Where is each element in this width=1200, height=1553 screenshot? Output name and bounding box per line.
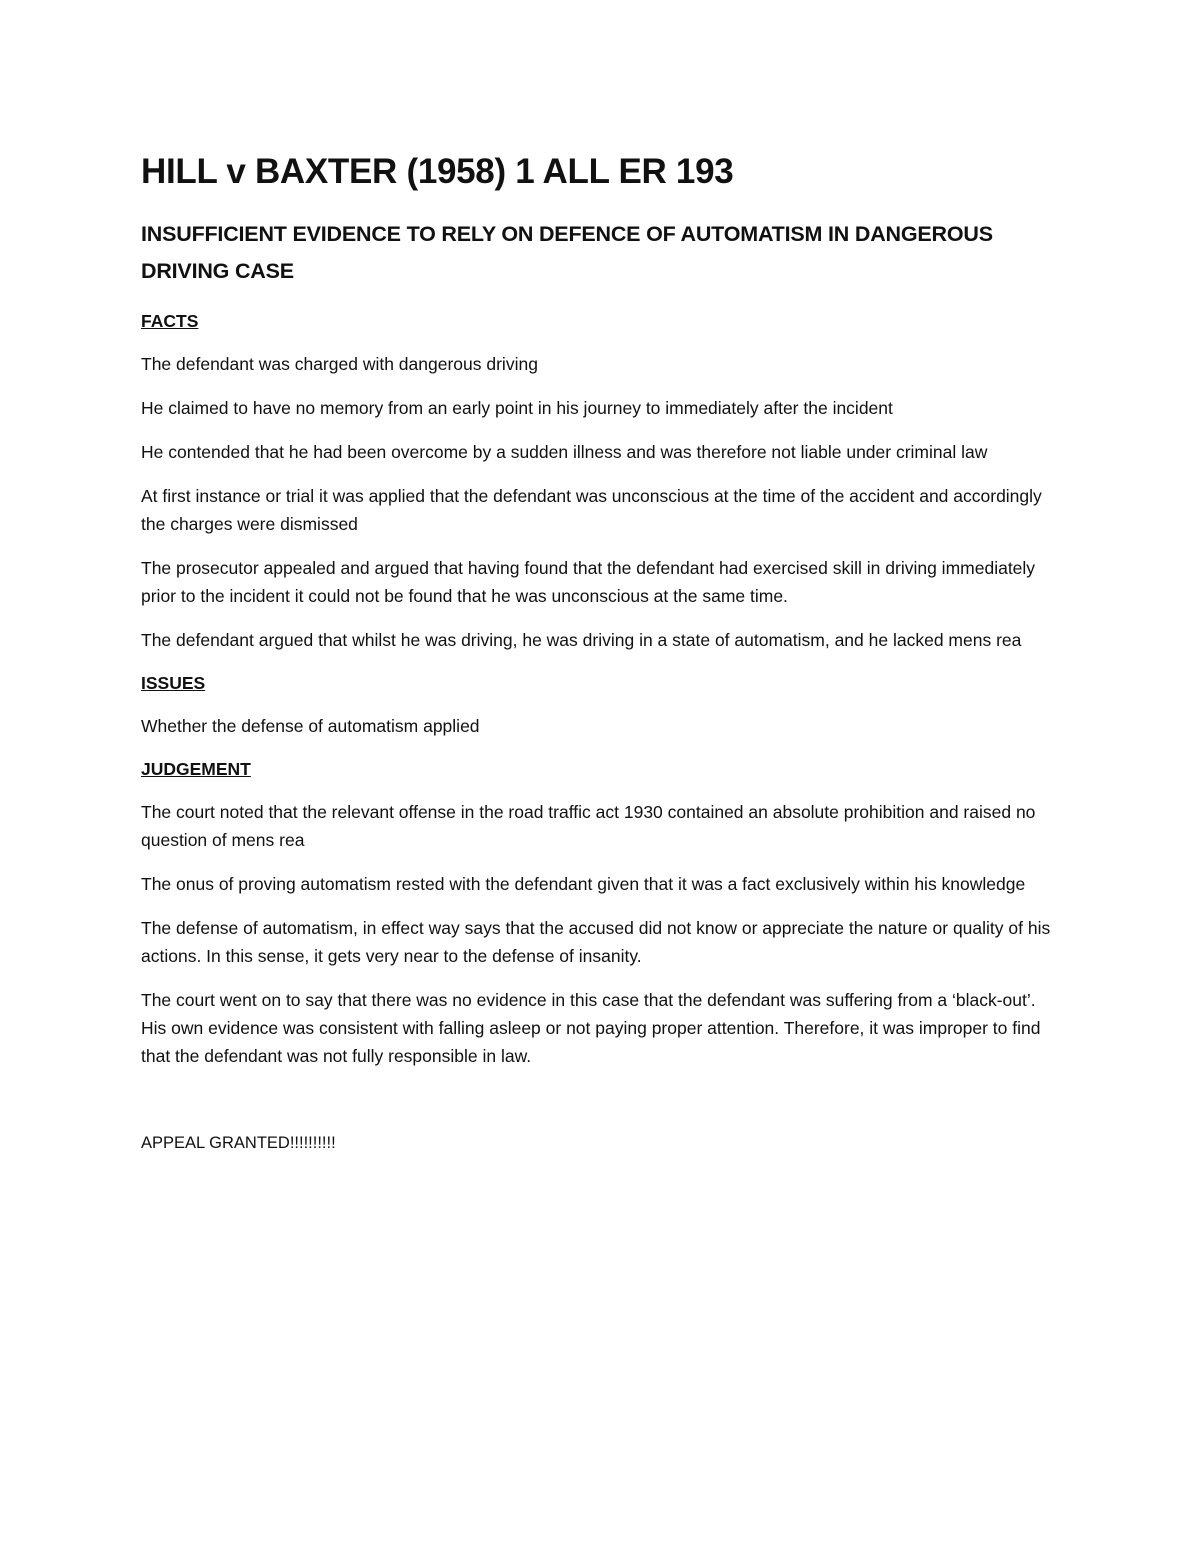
case-title: HILL v BAXTER (1958) 1 ALL ER 193 <box>141 152 734 191</box>
judgement-paragraph: The court noted that the relevant offense in the road traffic act 1930 contained an absolute prohibition and raised no question of mens rea <box>141 802 1036 850</box>
judgement-paragraph: The defense of automatism, in effect way says that the accused did not know or appreciate the nature or quality of his actions. In this sense, it gets very near to the defense of insanity. <box>141 918 1051 966</box>
facts-paragraph: The defendant argued that whilst he was driving, he was driving in a state of automatism, and he lacked mens rea <box>141 630 1022 650</box>
facts-paragraph: He claimed to have no memory from an early point in his journey to immediately after the incident <box>141 398 893 418</box>
facts-heading: FACTS <box>141 311 199 331</box>
spacer <box>141 1086 1061 1130</box>
case-subtitle: INSUFFICIENT EVIDENCE TO RELY ON DEFENCE OF AUTOMATISM IN DANGEROUS DRIVING CASE <box>141 222 993 283</box>
facts-paragraph: The defendant was charged with dangerous driving <box>141 354 538 374</box>
issues-heading: ISSUES <box>141 673 206 693</box>
judgement-paragraph: The court went on to say that there was no evidence in this case that the defendant was suffering from a ‘black-out’. His own evidence was consistent with falling asleep or not paying proper attention. Therefore, it was improper to find that the defendant was not fully responsible in law. <box>141 990 1041 1066</box>
facts-paragraph: The prosecutor appealed and argued that having found that the defendant had exercised skill in driving immediately prior to the incident it could not be found that he was unconscious at the same time. <box>141 558 1036 606</box>
facts-paragraph: At first instance or trial it was applied that the defendant was unconscious at the time of the accident and accordingly the charges were dismissed <box>141 486 1042 534</box>
judgement-heading: JUDGEMENT <box>141 759 251 779</box>
issues-paragraph: Whether the defense of automatism applied <box>141 716 480 736</box>
document-page <box>141 148 1061 1156</box>
judgement-paragraph: The onus of proving automatism rested with the defendant given that it was a fact exclusively within his knowledge <box>141 874 1026 894</box>
facts-paragraph: He contended that he had been overcome by a sudden illness and was therefore not liable under criminal law <box>141 442 988 462</box>
closing-line: APPEAL GRANTED!!!!!!!!!! <box>141 1134 336 1152</box>
